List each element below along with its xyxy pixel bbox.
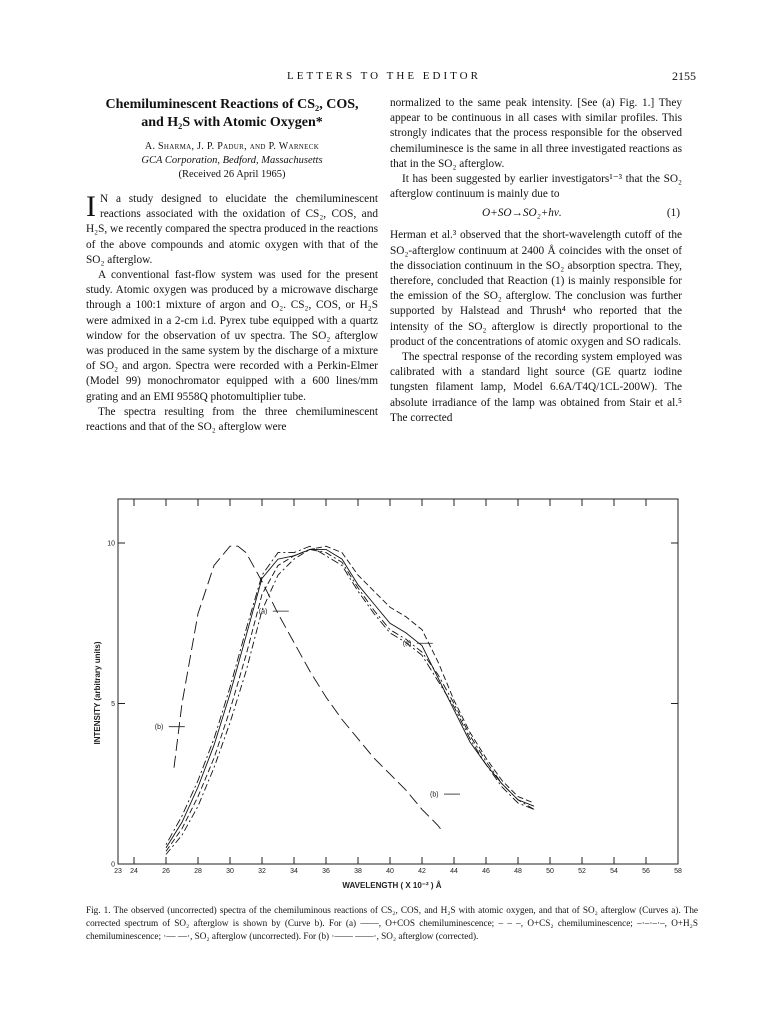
running-title: LETTERS TO THE EDITOR	[287, 70, 481, 82]
figure-1-chart	[93, 493, 690, 893]
x-tick-label: 56	[642, 868, 650, 875]
equation	[390, 206, 682, 224]
y-tick-label: 0	[111, 861, 115, 869]
chart-frame	[118, 499, 678, 864]
article-title	[86, 96, 378, 132]
equation-text: O+SO→SO₂+hν.	[482, 207, 562, 220]
series-line-4	[166, 546, 534, 845]
paragraph-intro-text: N a study designed to elucidate the chemiluminescent reactions associated with the oxidation of CS₂, COS, and H₂S, we recently compared the spectra produced in the reactions of the above compounds and atomic oxygen with that of the SO₂ afterglow.	[86, 193, 378, 266]
paragraph-method: A conventional fast-flow system was used for the present study. Atomic oxygen was produced by a microwave discharge through a 100:1 mixture of argon and O₂. CS₂, COS, or H₂S were admixed in a 2-cm i.d. Pyrex tube equipped with a quartz window for the observation of uv spectra. The SO₂ afterglow was produced in the same system by the discharge of a mixture of SO₂ and argon. Spectra were recorded with a Perkin-Elmer (Model 99) monochromator equipped with a 600 lines/mm grating and an EMI 9558Q photomultiplier tube.	[86, 269, 378, 403]
title-line-2: and H₂S with Atomic Oxygen*	[141, 115, 323, 130]
series-line-1	[166, 549, 534, 848]
x-tick-label: 42	[418, 868, 426, 875]
page-number: 2155	[672, 69, 696, 83]
x-axis-label: WAVELENGTH ( X 10⁻² ) Å	[342, 881, 442, 890]
x-tick-label: 23	[114, 868, 122, 875]
x-tick-label: 32	[258, 868, 266, 875]
x-tick-label: 52	[578, 868, 586, 875]
x-tick-label: 24	[130, 868, 138, 875]
curve-annotation-label: (a)	[402, 640, 412, 648]
series-line-5	[174, 546, 443, 832]
y-tick-marks	[107, 541, 678, 869]
series-line-2	[166, 546, 534, 851]
paragraph-suggested: It has been suggested by earlier investigators¹⁻³ that the SO₂ afterglow continuum is mainly due to	[390, 173, 682, 201]
y-tick-label: 10	[107, 540, 115, 548]
x-tick-label: 30	[226, 868, 234, 875]
paragraph-normalized: normalized to the same peak intensity. [See (a) Fig. 1.] They appear to be continuous in all cases with similar profiles. This strongly indicates that the process responsible for the observed chemiluminesce is the same in all three investigated reactions as that in the SO₂ afterglow.	[390, 97, 682, 170]
left-column	[86, 96, 378, 435]
x-tick-label: 50	[546, 868, 554, 875]
series-layer	[166, 546, 534, 854]
x-tick-label: 28	[194, 868, 202, 875]
x-tick-label: 26	[162, 868, 170, 875]
curve-annotation-label: (b)	[154, 724, 164, 732]
right-column	[390, 96, 682, 426]
annotation-layer	[155, 609, 460, 799]
x-tick-label: 34	[290, 868, 298, 875]
x-tick-marks	[114, 499, 682, 875]
equation-number: (1)	[666, 207, 680, 220]
title-line-1: Chemiluminescent Reactions of CS₂, COS,	[105, 97, 359, 112]
paragraph-calibration: The spectral response of the recording system employed was calibrated with a standard light source (GE quartz iodine tungsten filament lamp, Model 6.6A/T4Q/1CL-200W). The absolute irradiance of the lamp was obtained from Stair et al.⁵ The corrected	[390, 351, 682, 424]
x-tick-label: 46	[482, 868, 490, 875]
figure-caption: Fig. 1. The observed (uncorrected) spectra of the chemiluminous reactions of CS₂, COS, and H₂S with atomic oxygen, and that of SO₂ afterglow (Curves a). The corrected spectrum of SO₂ afterglow is shown by (Curve b). For (a) ——, O+COS chemiluminescence; – – –, O+CS₂ chemiluminescence; –·–·–·–, O+H₂S chemiluminescence; ·— —·, SO₂ afterglow (uncorrected). For (b) ·—— ——·, SO₂ afterglow (corrected).	[86, 905, 698, 941]
paragraph-intro	[86, 192, 378, 268]
affiliation: GCA Corporation, Bedford, Massachusetts	[141, 155, 323, 166]
x-tick-label: 58	[674, 868, 682, 875]
x-tick-label: 36	[322, 868, 330, 875]
curve-annotation-label: (b)	[430, 791, 439, 799]
y-tick-label: 5	[111, 701, 115, 708]
x-tick-label: 40	[386, 868, 394, 875]
x-tick-label: 54	[610, 868, 618, 875]
y-axis-label: INTENSITY (arbitrary units)	[93, 641, 102, 745]
x-tick-label: 44	[450, 868, 458, 875]
x-tick-label: 38	[354, 868, 362, 875]
dropcap: I	[86, 190, 96, 223]
paragraph-herman: Herman et al.³ observed that the short-wavelength cutoff of the SO₂-afterglow continuum at 2400 Å coincides with the onset of the dissociation continuum in the SO₂ absorption spectra. They, therefore, concluded that Reaction (1) is mainly responsible for the emission of the SO₂ afterglow. The conclusion was further supported by Halstead and Thrush⁴ who reported that the intensity of the SO₂ afterglow is directly proportional to the product of the concentrations of atomic oxygen and SO radicals.	[390, 229, 682, 348]
received-date: (Received 26 April 1965)	[178, 169, 286, 180]
paragraph-spectra: The spectra resulting from the three chemiluminescent reactions and that of the SO₂ afterglow were	[86, 405, 378, 434]
x-tick-label: 48	[514, 868, 522, 875]
authors: A. Sharma, J. P. Padur, and P. Warneck	[144, 141, 320, 152]
curve-annotation-label: (a)	[258, 608, 268, 616]
series-line-3	[166, 549, 534, 854]
running-head	[0, 70, 768, 86]
